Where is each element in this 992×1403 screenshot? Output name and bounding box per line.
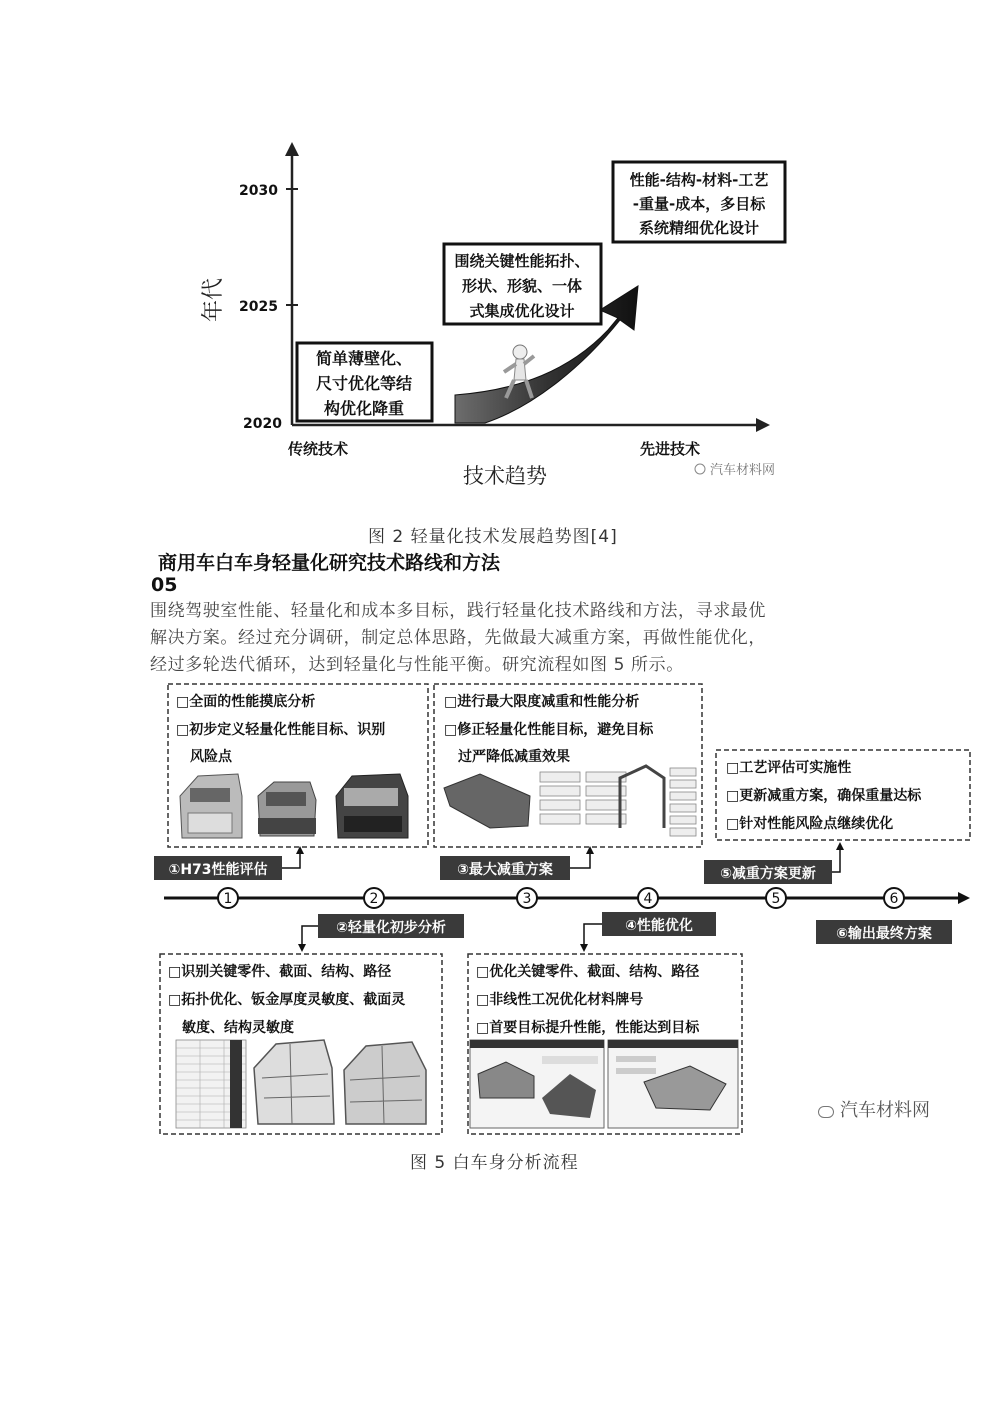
figure-5-flow-diagram — [150, 678, 980, 1140]
paragraph-line: 经过多轮迭代循环，达到轻量化与性能平衡。研究流程如图 5 所示。 — [150, 655, 684, 675]
figure-2-caption: 图 2 轻量化技术发展趋势图[4] — [368, 527, 618, 547]
stage-label-3: ③最大减重方案 — [457, 862, 553, 878]
flow-box-1-line3: 风险点 — [190, 749, 232, 765]
flow-box-4-line2: □非线性工况优化材料牌号 — [476, 992, 644, 1008]
flow-box-5-line1: □工艺评估可实施性 — [726, 760, 852, 776]
stage-label-6: ⑥输出最终方案 — [836, 926, 932, 942]
y-axis-arrow — [285, 142, 299, 156]
stage-label-2: ②轻量化初步分析 — [336, 920, 446, 936]
stage-node-6 — [884, 888, 904, 908]
flow-box-4-line3: □首要目标提升性能，性能达到目标 — [476, 1020, 700, 1036]
y-tick-2025: 2025 — [239, 299, 278, 315]
x-tick-advanced: 先进技术 — [640, 440, 701, 458]
svg-text:5: 5 — [771, 891, 781, 907]
svg-text:6: 6 — [889, 891, 899, 907]
x-axis-label: 技术趋势 — [463, 464, 547, 488]
box2-line3: 式集成优化设计 — [469, 302, 575, 320]
flow-box-5-line3: □针对性能风险点继续优化 — [726, 816, 894, 832]
timeline-arrow — [958, 892, 970, 904]
box3-line2: -重量-成本，多目标 — [632, 195, 766, 213]
flow-box-1-line1: □全面的性能摸底分析 — [176, 694, 316, 710]
flow-box-3-line2: □修正轻量化性能目标，避免目标 — [444, 722, 654, 738]
figure5-watermark — [818, 1096, 930, 1122]
x-axis-arrow — [756, 418, 770, 432]
section-number: 05 — [151, 574, 178, 596]
wechat-icon — [695, 464, 705, 474]
svg-text:1: 1 — [223, 891, 233, 907]
paragraph-line: 围绕驾驶室性能、轻量化和成本多目标，践行轻量化技术路线和方法，寻求最优 — [150, 601, 766, 621]
box2-line1: 围绕关键性能拓扑、 — [454, 252, 590, 270]
x-tick-traditional: 传统技术 — [288, 440, 349, 458]
stage-label-4: ④性能优化 — [625, 918, 693, 934]
svg-text:3: 3 — [522, 891, 532, 907]
flow-box-4-line1: □优化关键零件、截面、结构、路径 — [476, 964, 700, 980]
flow-box-3-line1: □进行最大限度减重和性能分析 — [444, 694, 640, 710]
stage-label-5: ⑤减重方案更新 — [720, 866, 816, 882]
box3-line3: 系统精细优化设计 — [638, 219, 760, 237]
flow-box-5-line2: □更新减重方案，确保重量达标 — [726, 788, 922, 804]
box2-line2: 形状、形貌、一体 — [461, 277, 583, 295]
stage-node-2 — [364, 888, 384, 908]
stage-label-1: ①H73性能评估 — [168, 862, 268, 878]
paragraph-line: 解决方案。经过充分调研，制定总体思路，先做最大减重方案，再做性能优化， — [150, 628, 766, 648]
figure2-watermark: 汽车材料网 — [710, 463, 776, 478]
stage-node-3 — [517, 888, 537, 908]
y-tick-2020: 2020 — [243, 416, 282, 432]
cab-image-icon — [336, 774, 408, 838]
flow-box-2-line3: 敏度、结构灵敏度 — [182, 1020, 294, 1036]
box1-line2: 尺寸优化等结 — [315, 374, 413, 393]
wechat-icon — [818, 1106, 834, 1118]
box1-line3: 构优化降重 — [323, 399, 405, 418]
stage-node-4 — [638, 888, 658, 908]
stage-node-1 — [218, 888, 238, 908]
watermark-text: 汽车材料网 — [840, 1100, 930, 1121]
stage-node-5 — [766, 888, 786, 908]
svg-text:2: 2 — [369, 891, 379, 907]
optimization-report-image — [470, 1040, 738, 1128]
y-axis-label: 年代 — [201, 277, 226, 323]
section-title: 商用车白车身轻量化研究技术路线和方法 — [158, 552, 501, 574]
figure-5-caption: 图 5 白车身分析流程 — [410, 1153, 579, 1173]
figure-2-trend-chart — [180, 140, 820, 500]
section-paragraph — [150, 598, 850, 679]
flow-box-3-line3: 过严降低减重效果 — [458, 749, 570, 765]
flow-box-1-line2: □初步定义轻量化性能目标、识别 — [176, 722, 386, 738]
box1-line1: 简单薄壁化、 — [315, 349, 413, 368]
flow-box-2-line1: □识别关键零件、截面、结构、路径 — [168, 964, 392, 980]
box3-line1: 性能-结构-材料-工艺 — [629, 171, 769, 189]
cab-image-icon — [258, 782, 316, 836]
sensitivity-table-image — [176, 1040, 246, 1128]
svg-text:4: 4 — [643, 891, 653, 907]
flow-box-2-line2: □拓扑优化、钣金厚度灵敏度、截面灵 — [168, 992, 406, 1008]
y-tick-2030: 2030 — [239, 183, 278, 199]
